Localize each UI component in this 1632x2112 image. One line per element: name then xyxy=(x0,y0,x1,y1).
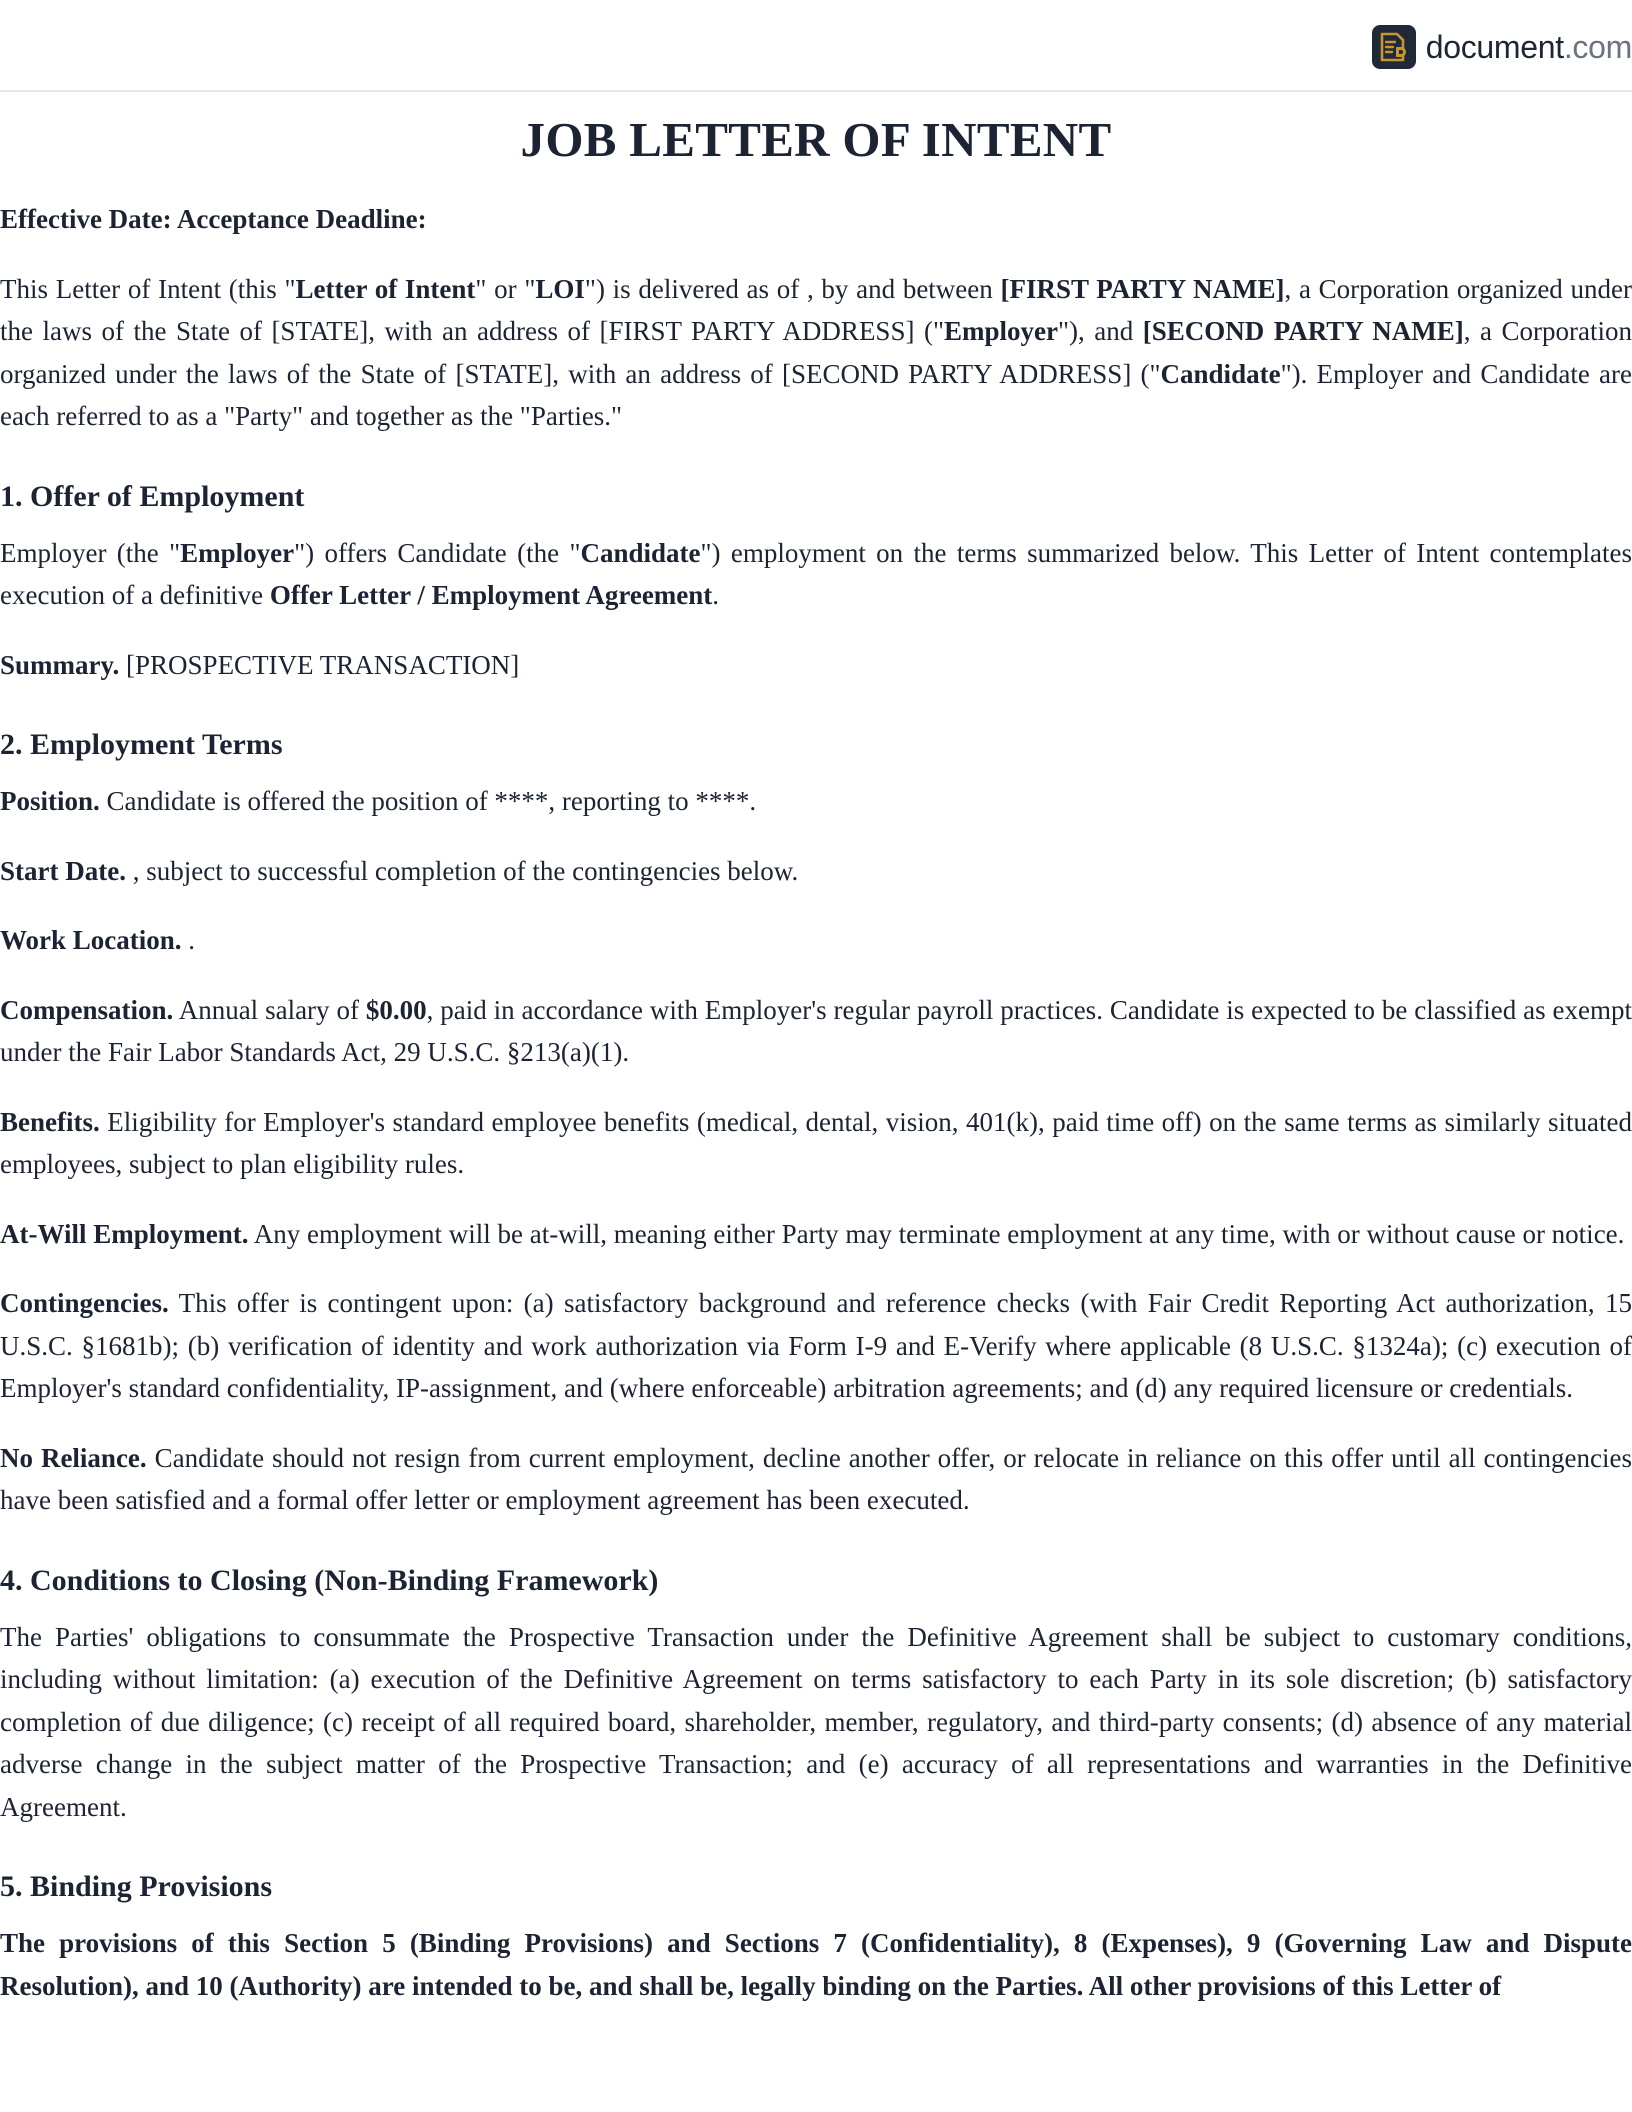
work-location-paragraph xyxy=(0,919,1632,962)
binding-paragraph: The provisions of this Section 5 (Binding Provisions) and Sections 7 (Confidentiality), 8 (Expenses), 9 (Governing Law and Dispute Resolution), and 10 (Authority) are intended to be, and shall be, legally binding on the Parties. All other provisions of this Letter of xyxy=(0,1928,1632,2001)
clause-label: Position. xyxy=(0,786,100,816)
text: "), and xyxy=(1057,316,1143,346)
salary-amount: $0.00 xyxy=(365,994,427,1025)
defined-term: LOI xyxy=(535,273,585,304)
summary-paragraph xyxy=(0,644,1632,687)
section-heading-offer: 1. Offer of Employment xyxy=(0,479,305,513)
brand-wordmark xyxy=(1426,31,1632,63)
text: "). Employer and Candidate are each referred to as a "Party" and together as the "Parties." xyxy=(0,358,1632,431)
defined-term: Letter of Intent xyxy=(295,273,476,304)
text: , a Corporation organized under the laws of the State of [STATE], with an address of [FIRST PARTY ADDRESS] (" xyxy=(0,273,1632,346)
intro-paragraph xyxy=(0,268,1632,438)
clause-label: At-Will Employment. xyxy=(0,1218,249,1249)
defined-term: Employer xyxy=(943,316,1058,346)
clause-label: Start Date. xyxy=(0,855,126,886)
text: , a Corporation organized under the laws of the State of [STATE], with an address of [SECOND PARTY ADDRESS] (" xyxy=(0,316,1632,389)
text: Employer (the " xyxy=(0,537,181,568)
clause-label: Benefits. xyxy=(0,1106,100,1137)
text: This Letter of Intent (this " xyxy=(0,273,296,304)
text: [PROSPECTIVE TRANSACTION] xyxy=(119,649,520,680)
clause-label: Work Location. xyxy=(0,925,182,955)
brand-name: document xyxy=(1425,29,1564,65)
brand-tld: .com xyxy=(1563,29,1632,65)
clause-label: Contingencies. xyxy=(0,1288,169,1318)
position-paragraph xyxy=(0,780,1632,823)
clause-label: Summary. xyxy=(0,649,120,680)
clause-label: Compensation. xyxy=(0,994,174,1025)
text: . xyxy=(712,580,720,610)
text: , paid in accordance with Employer's regular payroll practices. Candidate is expected to be classified as exempt under the Fair Labor Standards Act, 29 U.S.C. §213(a)(1). xyxy=(0,994,1632,1067)
no-reliance-paragraph xyxy=(0,1437,1632,1522)
first-party-name: [FIRST PARTY NAME] xyxy=(1000,273,1285,304)
offer-paragraph xyxy=(0,532,1632,617)
document-body xyxy=(0,108,1632,2007)
text: ") offers Candidate (the " xyxy=(294,537,581,568)
second-party-name: [SECOND PARTY NAME] xyxy=(1142,316,1464,346)
defined-term: Candidate xyxy=(1160,358,1281,389)
text: ") is delivered as of , by and between xyxy=(584,273,1001,304)
document-logo-icon xyxy=(1372,25,1416,69)
section-heading-binding: 5. Binding Provisions xyxy=(0,1870,273,1903)
at-will-paragraph xyxy=(0,1213,1632,1256)
text: " or " xyxy=(475,273,536,304)
text: Eligibility for Employer's standard employee benefits (medical, dental, vision, 401(k), paid time off) on the same terms as similarly situated employees, subject to plan eligibility rules. xyxy=(0,1106,1632,1179)
document-title: JOB LETTER OF INTENT xyxy=(520,112,1112,167)
contingencies-paragraph xyxy=(0,1282,1632,1410)
conditions-paragraph: The Parties' obligations to consummate the Prospective Transaction under the Definitive Agreement shall be subject to customary conditions, including without limitation: (a) execution of the Definitive Agreement on terms satisfactory to each Party in its sole discretion; (b) satisfactory completion of due diligence; (c) receipt of all required board, shareholder, member, regulatory, and third-party consents; (d) absence of any material adverse change in the subject matter of the Prospective Transaction; and (e) accuracy of all representations and warranties in the Definitive Agreement. xyxy=(0,1621,1632,1822)
text: . xyxy=(181,925,196,955)
defined-term: Candidate xyxy=(580,537,701,568)
benefits-paragraph xyxy=(0,1101,1632,1186)
text: Annual salary of xyxy=(173,994,366,1025)
defined-term: Offer Letter / Employment Agreement xyxy=(269,580,713,610)
section-heading-conditions: 4. Conditions to Closing (Non-Binding Framework) xyxy=(0,1563,659,1597)
compensation-paragraph xyxy=(0,989,1632,1074)
text: ") employment on the terms summarized below. This Letter of Intent contemplates execution of a definitive xyxy=(0,537,1632,610)
effective-date-label: Effective Date: Acceptance Deadline: xyxy=(0,204,427,234)
header-bar xyxy=(0,0,1632,92)
effective-date-line xyxy=(0,198,1632,241)
text: , subject to successful completion of the contingencies below. xyxy=(125,855,799,886)
section-heading-terms: 2. Employment Terms xyxy=(0,728,283,761)
text: This offer is contingent upon: (a) satisfactory background and reference checks (with Fair Credit Reporting Act authorization, 15 U.S.C. §1681b); (b) verification of identity and work authorization via Form I-9 and E-Verify where applicable (8 U.S.C. §1324a); (c) execution of Employer's standard confidentiality, IP-assignment, and (where enforceable) arbitration agreements; and (d) any required licensure or credentials. xyxy=(0,1288,1632,1403)
text: Any employment will be at-will, meaning either Party may terminate employment at any time, with or without cause or notice. xyxy=(248,1218,1625,1249)
text: Candidate should not resign from current employment, decline another offer, or relocate in reliance on this offer until all contingencies have been satisfied and a formal offer letter or employment agreement has been executed. xyxy=(0,1442,1632,1515)
text: Candidate is offered the position of ****, reporting to ****. xyxy=(99,786,757,816)
start-date-paragraph xyxy=(0,850,1632,893)
brand[interactable] xyxy=(1372,24,1632,70)
defined-term: Employer xyxy=(180,537,295,568)
clause-label: No Reliance. xyxy=(0,1442,147,1473)
